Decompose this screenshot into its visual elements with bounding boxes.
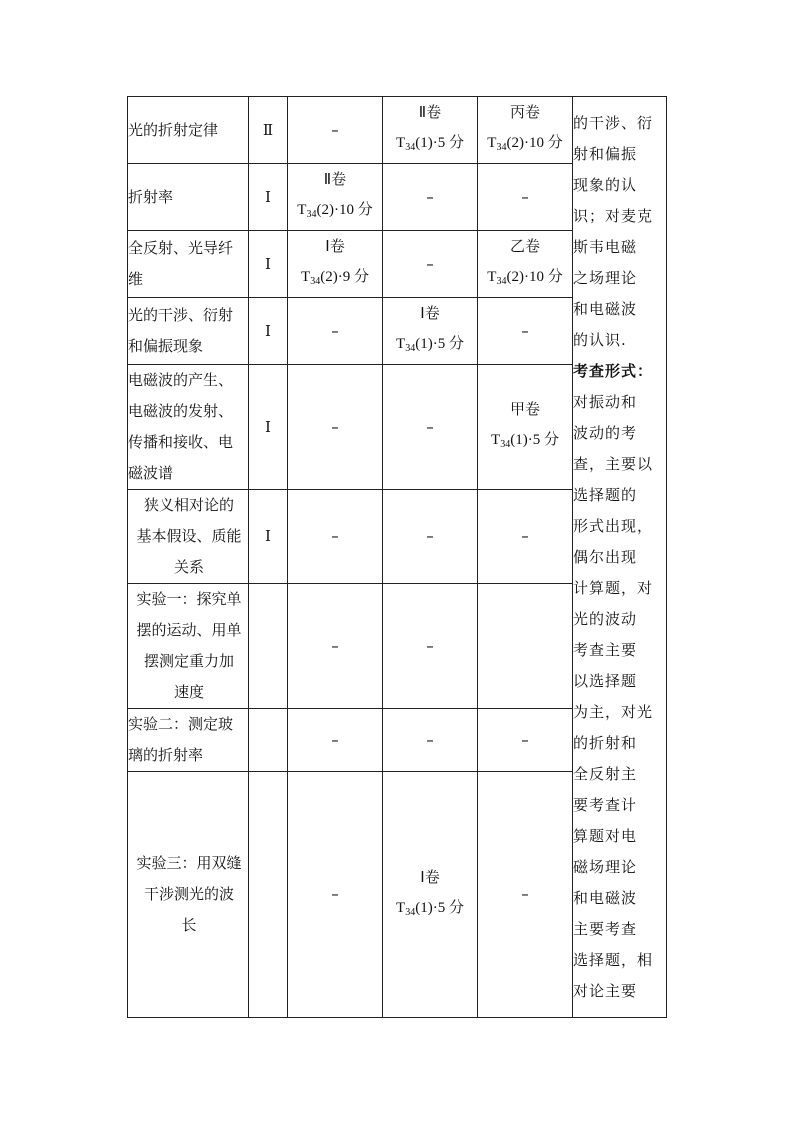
score-cell: – xyxy=(478,772,573,1018)
score-cell: – xyxy=(383,164,478,231)
score-cell: – xyxy=(478,164,573,231)
score-cell: – xyxy=(288,709,383,772)
score-cell: – xyxy=(383,584,478,709)
requirement-cell xyxy=(249,584,288,709)
score-cell: – xyxy=(478,709,573,772)
score-cell: 丙卷 $T_{34}(2)\cdot 10$ 分 xyxy=(478,97,573,164)
score-cell: 甲卷 $T_{34}(1)\cdot 5$ 分 xyxy=(478,365,573,490)
score-cell: – xyxy=(288,490,383,584)
notes-heading: 考查形式： xyxy=(573,361,654,380)
score-cell: – xyxy=(288,365,383,490)
score-cell: – xyxy=(383,490,478,584)
topic-cell: 电磁波的产生、 电磁波的发射、 传播和接收、电 磁波谱 xyxy=(128,365,249,490)
requirement-cell: Ⅰ xyxy=(249,164,288,231)
score-cell: – xyxy=(383,231,478,298)
topic-cell: 光的折射定律 xyxy=(128,97,249,164)
score-cell: – xyxy=(288,584,383,709)
topic-cell: 实验一：探究单 摆的运动、用单 摆测定重力加 速度 xyxy=(128,584,249,709)
topic-cell: 实验二：测定玻 璃的折射率 xyxy=(128,709,249,772)
score-cell: Ⅰ卷 $T_{34}(1)\cdot 5$ 分 xyxy=(383,772,478,1018)
score-cell: 乙卷 $T_{34}(2)\cdot 10$ 分 xyxy=(478,231,573,298)
score-cell: Ⅱ卷 $T_{34}(2)\cdot 10$ 分 xyxy=(288,164,383,231)
requirement-cell: Ⅱ xyxy=(249,97,288,164)
table-row xyxy=(128,97,667,164)
score-cell: – xyxy=(478,490,573,584)
topic-cell: 全反射、光导纤 维 xyxy=(128,231,249,298)
assessment-notes-cell: 的干涉、衍 射和偏振 现象的认 识；对麦克 斯韦电磁 之场理论 和电磁波 的认识. 考查形式： 对振动和 波动的考 查，主要以 选择题的 形式出现， 偶尔出现 计算题，对 光的波动 考查主要 以选择题 为主，对光 的折射和 全反射主 要考查计 算题对电 磁场理论 和电磁波 主要考查 选择题，相 对论主要 xyxy=(573,97,667,1018)
topic-cell: 实验三：用双缝 干涉测光的波 长 xyxy=(128,772,249,1018)
score-cell: – xyxy=(288,772,383,1018)
requirement-cell: Ⅰ xyxy=(249,298,288,365)
score-cell: – xyxy=(288,298,383,365)
score-cell: Ⅱ卷 $T_{34}(1)\cdot 5$ 分 xyxy=(383,97,478,164)
exam-table xyxy=(127,96,667,1018)
requirement-cell: Ⅰ xyxy=(249,490,288,584)
topic-cell: 折射率 xyxy=(128,164,249,231)
score-cell xyxy=(478,584,573,709)
requirement-cell: Ⅰ xyxy=(249,231,288,298)
score-cell: – xyxy=(383,365,478,490)
requirement-cell xyxy=(249,772,288,1018)
score-cell: Ⅰ卷 $T_{34}(1)\cdot 5$ 分 xyxy=(383,298,478,365)
topic-cell: 狭义相对论的 基本假设、质能 关系 xyxy=(128,490,249,584)
requirement-cell xyxy=(249,709,288,772)
score-cell: – xyxy=(288,97,383,164)
topic-cell: 光的干涉、衍射 和偏振现象 xyxy=(128,298,249,365)
score-cell: – xyxy=(478,298,573,365)
score-cell: Ⅰ卷 $T_{34}(2)\cdot 9$ 分 xyxy=(288,231,383,298)
requirement-cell: Ⅰ xyxy=(249,365,288,490)
score-cell: – xyxy=(383,709,478,772)
